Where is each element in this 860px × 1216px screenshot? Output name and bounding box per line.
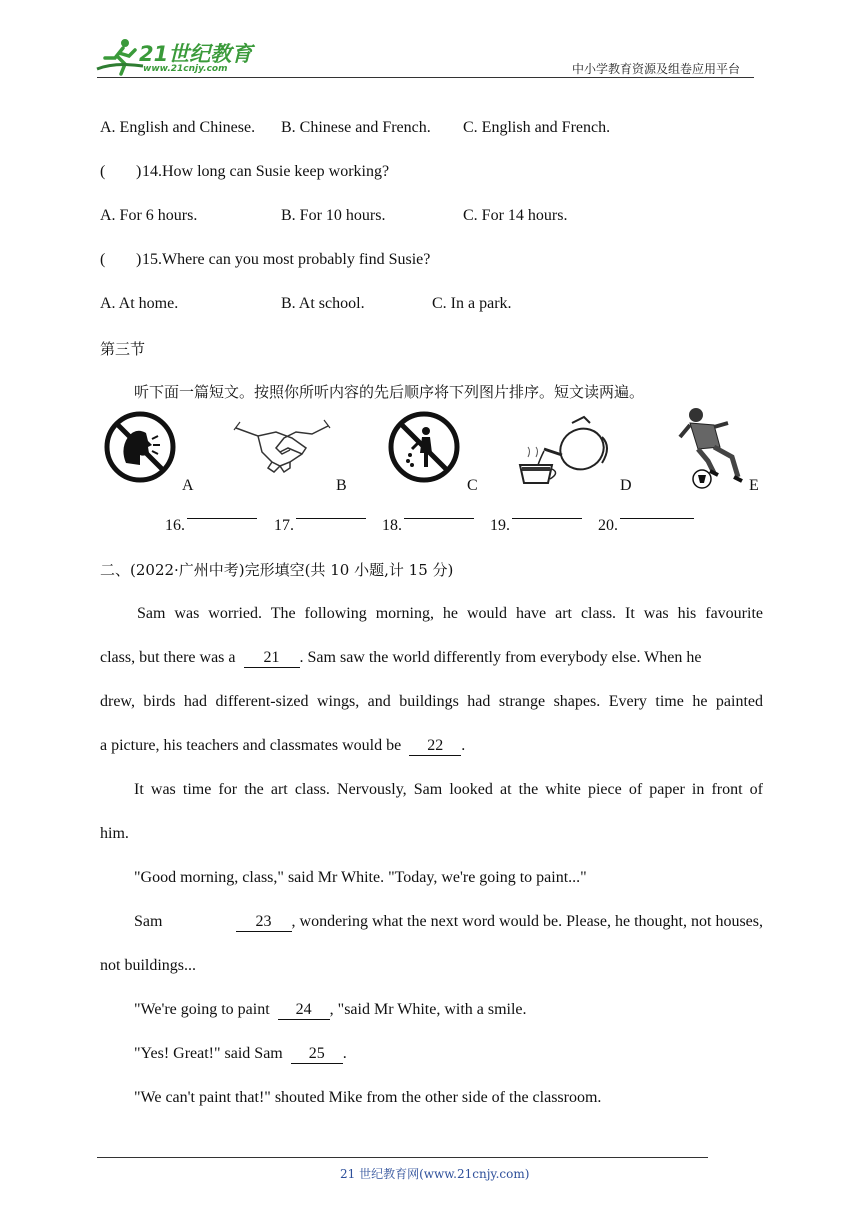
answer-20-blank[interactable] xyxy=(620,518,694,519)
picture-label-a: A xyxy=(182,477,194,494)
p1-line1: Sam was worried. The following morning, he would have art class. It was his favourite xyxy=(137,605,763,622)
no-talking-icon xyxy=(104,411,176,488)
picture-label-d: D xyxy=(620,477,632,494)
header-rule xyxy=(97,77,754,78)
blank-21[interactable]: 21 xyxy=(244,649,300,668)
picture-label-e: E xyxy=(749,477,759,494)
section3-instruction: 听下面一篇短文。按照你所听内容的先后顺序将下列图片排序。短文读两遍。 xyxy=(134,383,645,401)
header-platform-text: 中小学教育资源及组卷应用平台 xyxy=(572,62,741,76)
p4-line1-a: Sam xyxy=(134,913,163,930)
answer-17-label: 17. xyxy=(274,517,294,534)
answer-20-label: 20. xyxy=(598,517,618,534)
blank-24[interactable]: 24 xyxy=(278,1001,330,1020)
q15-text: 15.Where can you most probably find Susie? xyxy=(142,251,431,268)
q15-paren-open: ( xyxy=(100,251,106,268)
q15-option-a: A. At home. xyxy=(100,295,179,312)
blank-23[interactable]: 23 xyxy=(236,913,292,932)
p1-line4-a: a picture, his teachers and classmates would be xyxy=(100,737,402,754)
footer-link[interactable]: 21 世纪教育网(www.21cnjy.com) xyxy=(340,1167,530,1181)
q14-option-c: C. For 14 hours. xyxy=(463,207,568,224)
logo xyxy=(95,36,260,76)
blank-25[interactable]: 25 xyxy=(291,1045,343,1064)
p2-line2: him. xyxy=(100,825,129,842)
section3-title: 第三节 xyxy=(100,340,146,358)
p1-line4 xyxy=(100,736,465,756)
p4-line2: not buildings... xyxy=(100,957,197,974)
p1-line2-a: class, but there was a xyxy=(100,649,236,666)
answer-17-blank[interactable] xyxy=(296,518,366,519)
p1-line4-b: . xyxy=(461,737,466,754)
q14-paren-close: ) xyxy=(136,163,142,180)
p1-line3: drew, birds had different-sized wings, and buildings had strange shapes. Every time he painted xyxy=(100,693,763,710)
p1-line2 xyxy=(100,648,763,668)
runner-icon xyxy=(95,36,145,76)
p3: "Good morning, class," said Mr White. "Today, we're going to paint..." xyxy=(134,869,587,886)
part2-title: 二、(2022·广州中考)完形填空(共 10 小题,计 15 分) xyxy=(100,561,454,579)
p1-line2-b: . Sam saw the world differently from everybody else. When he xyxy=(299,649,702,666)
q15-option-b: B. At school. xyxy=(281,295,365,312)
p6-a: "Yes! Great!" said Sam xyxy=(134,1045,283,1062)
q13-option-a: A. English and Chinese. xyxy=(100,119,256,136)
answer-18-blank[interactable] xyxy=(404,518,474,519)
q13-option-c: C. English and French. xyxy=(463,119,611,136)
p5-a: "We're going to paint xyxy=(134,1001,270,1018)
p7: "We can't paint that!" shouted Mike from the other side of the classroom. xyxy=(134,1089,602,1106)
p6-b: . xyxy=(342,1045,347,1062)
answer-16-label: 16. xyxy=(165,517,185,534)
answer-16-blank[interactable] xyxy=(187,518,257,519)
p6 xyxy=(134,1044,347,1064)
teapot-pouring-icon xyxy=(514,409,614,494)
logo-sub-text: www.21cnjy.com xyxy=(143,64,228,74)
q15-paren-close: ) xyxy=(136,251,142,268)
q13-option-b: B. Chinese and French. xyxy=(281,119,431,136)
q15-option-c: C. In a park. xyxy=(432,295,512,312)
answer-19-blank[interactable] xyxy=(512,518,582,519)
p5 xyxy=(134,1000,527,1020)
q14-option-b: B. For 10 hours. xyxy=(281,207,386,224)
no-littering-icon xyxy=(388,411,460,488)
p2-line1: It was time for the art class. Nervously, Sam looked at the white piece of paper in front of xyxy=(134,781,763,798)
p4-line1-b: , wondering what the next word would be. Please, he thought, not houses, xyxy=(291,913,763,930)
handshake-icon xyxy=(232,418,332,485)
picture-label-c: C xyxy=(467,477,478,494)
footer-rule xyxy=(97,1157,708,1158)
answer-19-label: 19. xyxy=(490,517,510,534)
p5-b: , "said Mr White, with a smile. xyxy=(329,1001,527,1018)
q14-text: 14.How long can Susie keep working? xyxy=(142,163,390,180)
q14-option-a: A. For 6 hours. xyxy=(100,207,198,224)
soccer-player-icon xyxy=(674,405,746,496)
answer-18-label: 18. xyxy=(382,517,402,534)
logo-main-text: 21世纪教育 xyxy=(139,42,253,66)
blank-22[interactable]: 22 xyxy=(409,737,461,756)
q14-paren-open: ( xyxy=(100,163,106,180)
picture-label-b: B xyxy=(336,477,347,494)
p4-line1 xyxy=(134,912,763,932)
